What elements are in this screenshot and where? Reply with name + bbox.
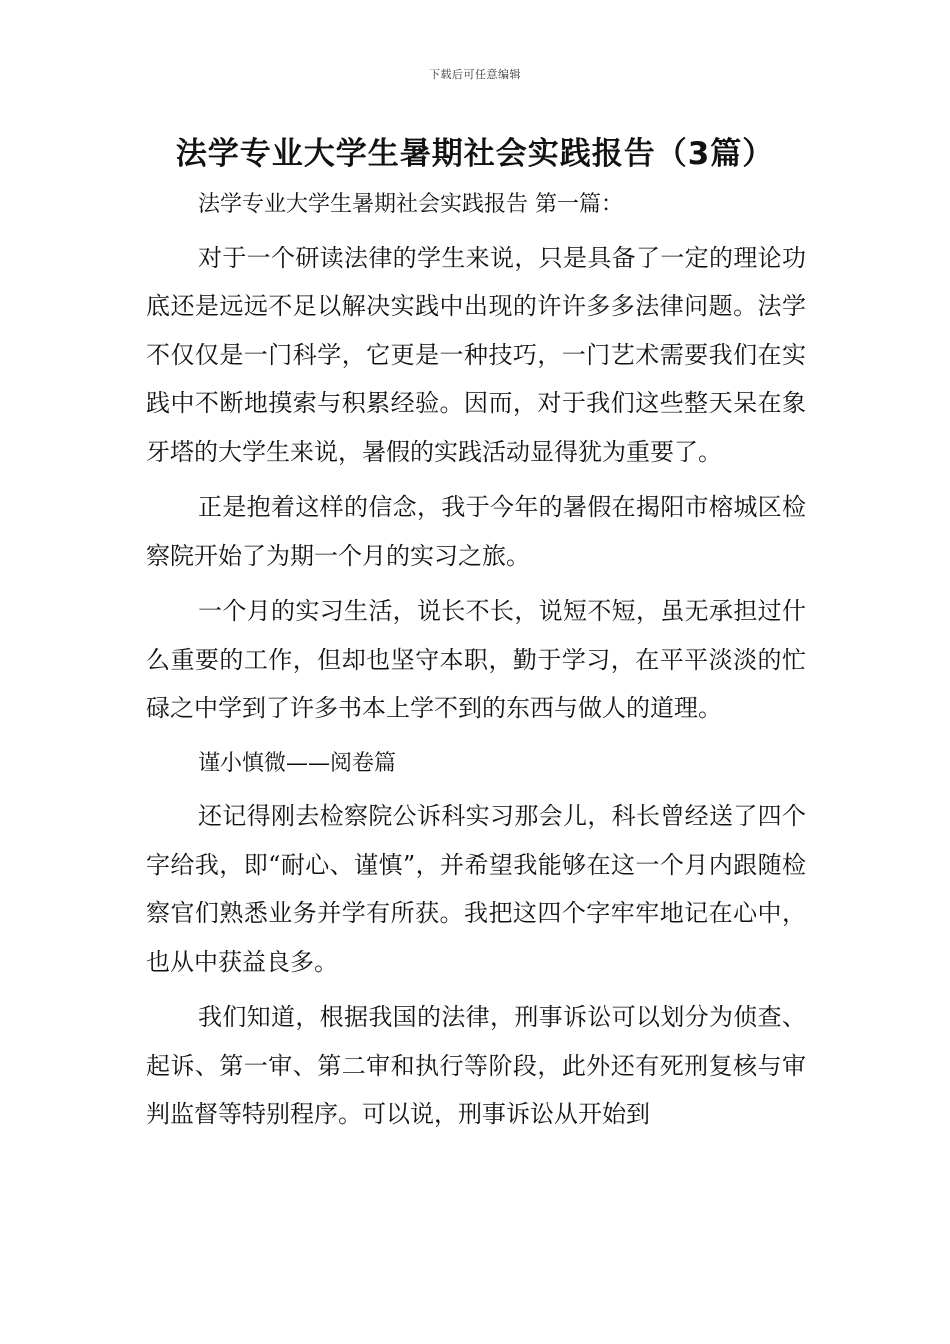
sub-heading: 谨小慎微——阅卷篇 [198,750,397,776]
paragraph: 对于一个研读法律的学生来说，只是具备了一定的理论功底还是远远不足以解决实践中出现的许许多多法律问题。法学不仅仅是一门科学，它更是一种技巧，一门艺术需要我们在实践中不断地摸索与积累经验。因而，对于我们这些整天呆在象牙塔的大学生来说，暑假的实践活动显得犹为重要了。 [146,243,806,466]
section-heading: 法学专业大学生暑期社会实践报告 第一篇： [198,192,623,217]
paragraph: 我们知道，根据我国的法律，刑事诉讼可以划分为侦查、起诉、第一审、第二审和执行等阶段，此外还有死刑复核与审判监督等特别程序。可以说，刑事诉讼从开始到 [146,1003,806,1128]
paragraph: 一个月的实习生活，说长不长，说短不短，虽无承担过什么重要的工作，但却也坚守本职，勤于学习，在平平淡淡的忙碌之中学到了许多书本上学不到的东西与做人的道理。 [146,597,806,722]
document-body [146,181,806,1146]
document-title: 法学专业大学生暑期社会实践报告（3篇） [175,136,775,172]
paragraph: 还记得刚去检察院公诉科实习那会儿，科长曾经送了四个字给我，即“耐心、谨慎”，并希望我能够在这一个月内跟随检察官们熟悉业务并学有所获。我把这四个字牢牢地记在心中，也从中获益良多。 [146,802,806,976]
header-note: 下载后可任意编辑 [429,68,521,81]
paragraph: 正是抱着这样的信念，我于今年的暑假在揭阳市榕城区检察院开始了为期一个月的实习之旅。 [146,493,806,570]
